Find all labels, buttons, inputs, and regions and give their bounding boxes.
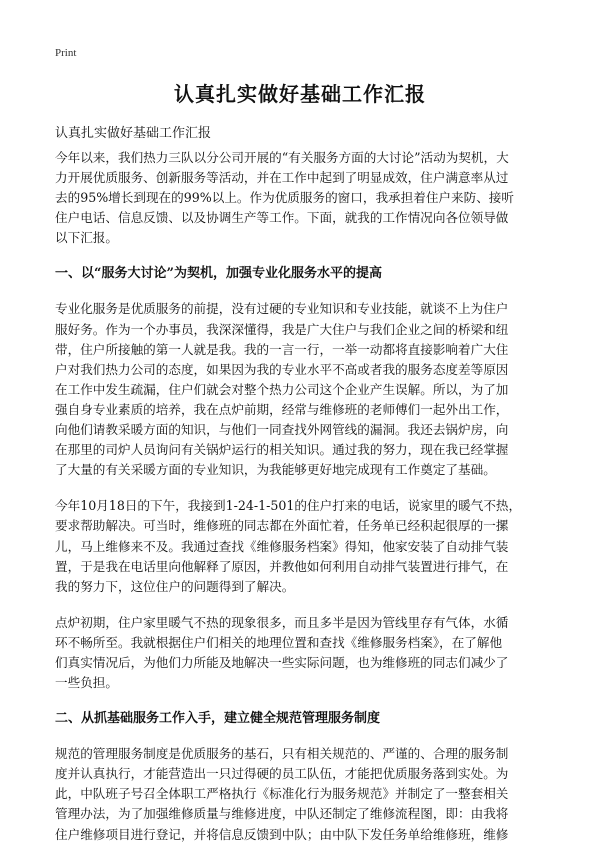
text-line: 置，于是我在电话里向他解释了原因，并教他如何利用自动排气装置进行排气，在 (55, 558, 509, 574)
text-line: 去的95%增长到现在的99%以上。作为优质服务的窗口，我承担着住户来防、接听 (55, 190, 514, 206)
paragraph (55, 496, 552, 596)
text-line: 以下汇报。 (55, 230, 118, 246)
text-line: 在工作中发生疏漏，住户们就会对整个热力公司这个企业产生误解。所以，为了加 (55, 381, 509, 397)
text-line: 我的努力下，这位住户的问题得到了解决。 (55, 578, 295, 594)
section-heading (55, 264, 552, 284)
text-line: 管理办法，为了加强维修质量与维修进度，中队还制定了维修流程图，即：由我将 (55, 806, 509, 822)
text-line: 力开展优质服务、创新服务等活动，并在工作中起到了明显成效，住户满意率从过 (55, 170, 509, 186)
text-line: 服好务。作为一个办事员，我深深懂得，我是广大住户与我们企业之间的桥梁和纽 (55, 321, 509, 337)
text-line: 二、从抓基础服务工作入手，建立健全规范管理服务制度 (55, 711, 381, 727)
text-line: 在那里的司炉人员询问有关锅炉运行的相关知识。通过我的努力，现在我已经掌握 (55, 442, 509, 458)
paragraph (55, 299, 552, 480)
text-line: 今年以来，我们热力三队以分公司开展的“有关服务方面的大讨论”活动为契机，大 (55, 150, 509, 165)
document-body (55, 148, 552, 861)
paragraph (55, 744, 552, 844)
text-line: 专业化服务是优质服务的前提，没有过硬的专业知识和专业技能，就谈不上为住户 (55, 301, 509, 317)
text-line: 一些负担。 (55, 675, 118, 691)
text-line: 度并认真执行，才能营造出一只过得硬的员工队伍，才能把优质服务落到实处。为 (55, 766, 509, 782)
paragraph (55, 613, 552, 693)
text-line: 向他们请教采暖方面的知识，与他们一同查找外网管线的漏洞。我还去锅炉房，向 (55, 422, 509, 438)
text-line: 点炉初期，住户家里暖气不热的现象很多，而且多半是因为管线里存有气体，水循 (55, 614, 509, 630)
document-title: 认真扎实做好基础工作汇报 (174, 82, 426, 106)
text-line: 规范的管理服务制度是优质服务的基石，只有相关规范的、严谨的、合理的服务制 (55, 746, 509, 762)
print-label[interactable]: Print (55, 47, 77, 59)
text-line: 户对我们热力公司的态度，如果因为我的专业水平不高或者我的服务态度差等原因 (55, 361, 509, 377)
text-line: 环不畅所至。我就根据住户们相关的地理位置和查找《维修服务档案》，在了解他 (55, 634, 503, 650)
text-line: 儿，马上维修来不及。我通过查找《维修服务档案》得知，他家安装了自动排气装 (55, 538, 509, 554)
text-line: 此，中队班子号召全体职工严格执行《标准化行为服务规范》并制定了一整套相关 (55, 786, 509, 802)
text-line: 要求帮助解决。可当时，维修班的同志都在外面忙着，任务单已经积起很厚的一摞 (55, 518, 509, 534)
text-line: 了大量的有关采暖方面的专业知识，为我能够更好地完成现有工作奠定了基础。 (55, 462, 496, 478)
section-heading (55, 709, 552, 729)
text-line: 们真实情况后，为他们力所能及地解决一些实际问题，也为维修班的同志们减少了 (55, 654, 509, 670)
text-line: 带，住户所接触的第一人就是我。我的一言一行，一举一动都将直接影响着广大住 (55, 341, 509, 357)
text-line: 强自身专业素质的培养，我在点炉前期，经常与维修班的老师傅们一起外出工作， (55, 401, 509, 417)
text-line: 住户维修项目进行登记，并将信息反馈到中队；由中队下发任务单给维修班，维修 (55, 826, 509, 842)
paragraph (55, 148, 552, 248)
text-line: 住户电话、信息反馈、以及协调生产等工作。下面，就我的工作情况向各位领导做 (55, 210, 509, 226)
text-line: 一、以“服务大讨论”为契机，加强专业化服务水平的提高 (55, 266, 382, 282)
document-subtitle: 认真扎实做好基础工作汇报 (55, 126, 212, 141)
text-line: 今年10月18日的下午，我接到1-24-1-501的住户打来的电话，说家里的暖气不热， (55, 498, 522, 514)
